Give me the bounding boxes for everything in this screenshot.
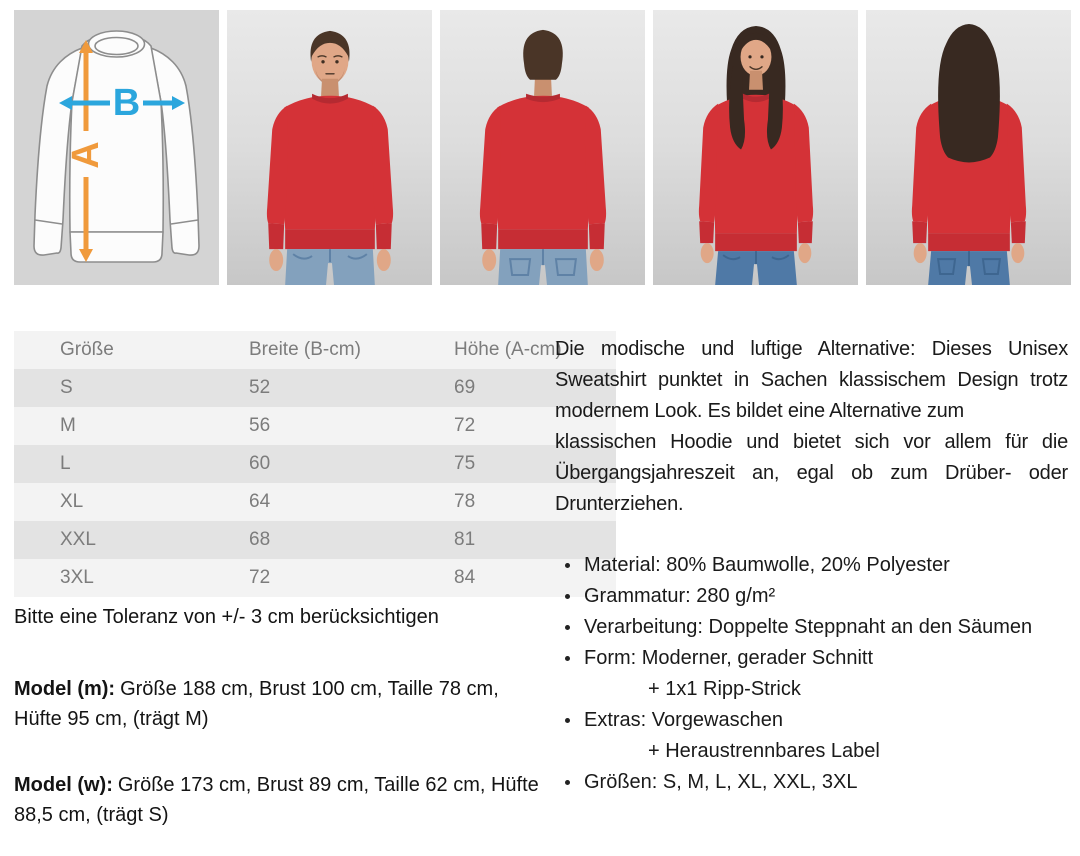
male-back-figure (480, 30, 606, 285)
feature-list (555, 550, 1070, 798)
hand-shape (377, 249, 391, 271)
size-cell: 52 (249, 377, 271, 398)
female-back-figure (912, 24, 1026, 285)
feature-item-grammatur (555, 581, 1070, 612)
size-cell: 72 (454, 415, 476, 436)
neck-shape (321, 79, 339, 97)
description-part1: Die modische und luftige Alternative: Dieses Unisex Sweatshirt punktet in Sachen klassischem Design trotz modernem Look. Es bildet eine Alternative zum (555, 338, 1068, 422)
gallery-photo-male-back (440, 10, 645, 285)
size-cell: XL (60, 491, 84, 512)
male-front-figure (267, 31, 393, 285)
feature-text: Verarbeitung: Doppelte Steppnaht an den Säumen (584, 616, 1033, 638)
feature-text: Form: Moderner, gerader Schnitt (584, 647, 874, 669)
hand-shape (914, 243, 927, 263)
size-row (14, 483, 616, 521)
size-row (14, 369, 616, 407)
hand-shape (590, 249, 604, 271)
model-m-details: Größe 188 cm, Brust 100 cm, Taille 78 cm, Hüfte 95 cm, (trägt M) (14, 678, 499, 730)
size-cell: S (60, 377, 73, 398)
size-table-header-height: Höhe (A-cm) (454, 339, 562, 360)
description-part2: klassischen Hoodie und bietet sich vor allem für die Übergangsjahreszeit an, egal ob zum Drüber- oder Drunterziehen. (555, 431, 1068, 515)
size-table-header-size: Größe (60, 339, 114, 360)
female-back-illustration (866, 10, 1071, 285)
neck-shape (749, 71, 763, 90)
size-cell: 64 (249, 491, 271, 512)
sweatshirt-shape (494, 96, 592, 230)
size-row (14, 521, 616, 559)
feature-item-extras (555, 705, 1070, 767)
gallery-photo-female-back (866, 10, 1071, 285)
hair-shape (938, 24, 1000, 162)
size-cell: 68 (249, 529, 271, 550)
product-image-gallery (14, 10, 1071, 285)
height-arrow-label: A (65, 141, 107, 169)
model-w-label: Model (w): (14, 774, 113, 796)
feature-subtext: + 1x1 Ripp-Strick (648, 678, 801, 700)
sweatshirt-outline (34, 31, 199, 262)
feature-item-material (555, 550, 1070, 581)
hair-shape (523, 30, 563, 80)
model-m-info (14, 674, 551, 734)
feature-item-verarbeitung (555, 612, 1070, 643)
feature-text: Material: 80% Baumwolle, 20% Polyester (584, 554, 950, 576)
size-diagram-illustration (14, 10, 219, 285)
size-row (14, 559, 616, 597)
model-w-info (14, 770, 551, 830)
product-description (555, 334, 1068, 520)
hand-shape (701, 243, 714, 263)
size-table (14, 331, 616, 597)
tolerance-note: Bitte eine Toleranz von +/- 3 cm berücksichtigen (14, 606, 439, 628)
size-cell: 84 (454, 567, 476, 588)
size-cell: 81 (454, 529, 476, 550)
size-cell: 78 (454, 491, 476, 512)
size-cell: L (60, 453, 71, 474)
size-row (14, 407, 616, 445)
hand-shape (482, 249, 496, 271)
gallery-image-size-diagram (14, 10, 219, 285)
male-front-illustration (227, 10, 432, 285)
male-back-illustration (440, 10, 645, 285)
size-cell: XXL (60, 529, 96, 550)
hand-shape (269, 249, 283, 271)
hand-shape (1011, 243, 1024, 263)
feature-item-groessen (555, 767, 1070, 798)
gallery-photo-male-front (227, 10, 432, 285)
sweatshirt-shape (281, 96, 379, 230)
sweatshirt-shape (713, 95, 799, 233)
size-table-header-row (14, 331, 616, 369)
female-front-figure (699, 26, 813, 285)
size-row (14, 445, 616, 483)
hand-shape (798, 243, 811, 263)
size-table-header-width: Breite (B-cm) (249, 339, 361, 360)
feature-text: Extras: Vorgewaschen (584, 709, 783, 731)
size-cell: 56 (249, 415, 271, 436)
width-arrow-label: B (112, 82, 141, 124)
female-front-illustration (653, 10, 858, 285)
size-cell: 60 (249, 453, 271, 474)
size-cell: M (60, 415, 76, 436)
feature-subtext: + Heraustrennbares Label (648, 740, 880, 762)
gallery-photo-female-front (653, 10, 858, 285)
model-w-details: Größe 173 cm, Brust 89 cm, Taille 62 cm, Hüfte 88,5 cm, (trägt S) (14, 774, 539, 826)
size-cell: 72 (249, 567, 271, 588)
size-cell: 69 (454, 377, 476, 398)
feature-text: Grammatur: 280 g/m² (584, 585, 776, 607)
feature-text: Größen: S, M, L, XL, XXL, 3XL (584, 771, 858, 793)
size-cell: 75 (454, 453, 476, 474)
feature-item-form (555, 643, 1070, 705)
model-m-label: Model (m): (14, 678, 116, 700)
size-cell: 3XL (60, 567, 94, 588)
